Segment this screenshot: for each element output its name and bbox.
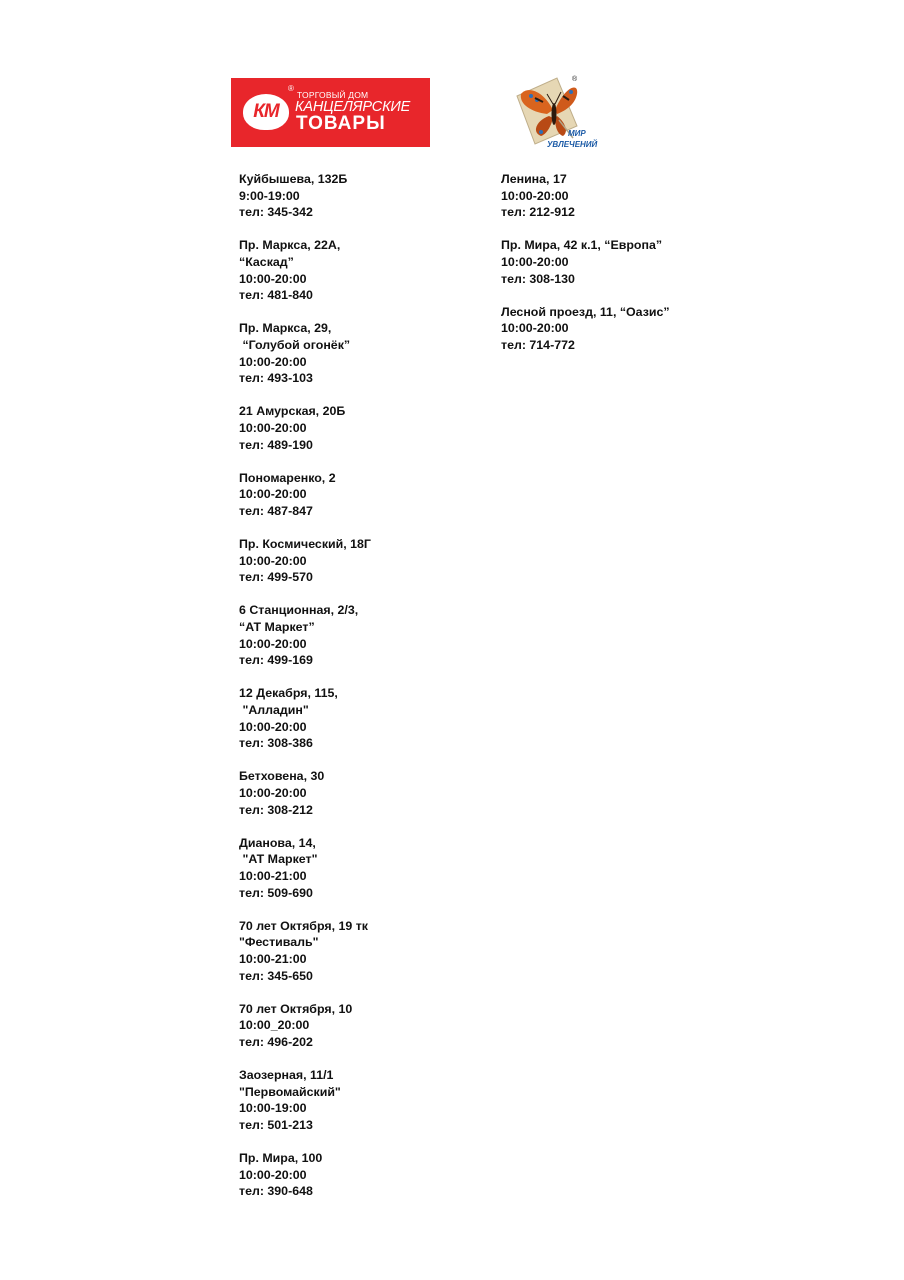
store-entry <box>239 171 469 221</box>
logo-line-1: МИР <box>568 129 586 138</box>
store-detail-line: тел: 390-648 <box>239 1184 313 1199</box>
store-address: Лесной проезд, 11, “Оазис” <box>501 304 670 319</box>
store-detail-line: 10:00-21:00 <box>239 868 307 883</box>
store-address: Пономаренко, 2 <box>239 470 336 485</box>
store-detail-line: тел: 481-840 <box>239 288 313 303</box>
store-list-right <box>501 171 721 370</box>
store-detail-line: 10:00-20:00 <box>239 553 307 568</box>
store-detail-line: "Первомайский" <box>239 1084 341 1099</box>
store-entry <box>239 1067 469 1133</box>
store-address: 6 Станционная, 2/3, <box>239 603 359 618</box>
store-entry <box>239 536 469 586</box>
store-detail-line: 10:00-20:00 <box>501 321 569 336</box>
store-detail-line: 10:00-20:00 <box>239 636 307 651</box>
store-address: Дианова, 14, <box>239 835 316 850</box>
store-detail-line: "Алладин" <box>239 703 309 717</box>
store-detail-line: 10:00-20:00 <box>239 487 307 502</box>
store-detail-line: “Каскад” <box>239 254 294 269</box>
store-detail-line: “АТ Маркет” <box>239 620 315 635</box>
store-detail-line: 10:00-20:00 <box>239 354 307 369</box>
store-address: 70 лет Октября, 19 тк <box>239 918 368 933</box>
store-entry <box>239 602 469 668</box>
store-detail-line: тел: 501-213 <box>239 1117 313 1132</box>
store-entry <box>239 237 469 303</box>
store-entry <box>239 768 469 818</box>
store-entry <box>239 403 469 453</box>
store-detail-line: 10:00-21:00 <box>239 951 307 966</box>
store-entry <box>501 237 721 287</box>
store-detail-line: тел: 345-342 <box>239 205 313 220</box>
store-detail-line: тел: 308-212 <box>239 802 313 817</box>
store-detail-line: тел: 496-202 <box>239 1034 313 1049</box>
store-address: Пр. Космический, 18Г <box>239 537 371 552</box>
store-detail-line: тел: 493-103 <box>239 371 313 386</box>
logo-line-2: УВЛЕЧЕНИЙ <box>547 140 598 149</box>
store-detail-line: 10:00-20:00 <box>239 1167 307 1182</box>
registered-mark: ® <box>288 84 294 93</box>
store-address: Ленина, 17 <box>501 172 567 186</box>
kanctovary-logo <box>231 78 430 147</box>
mir-uvlecheniy-logo <box>513 76 605 154</box>
store-entry <box>239 835 469 901</box>
store-entry <box>501 304 721 354</box>
store-detail-line: тел: 345-650 <box>239 968 313 983</box>
store-entry <box>501 171 721 221</box>
store-address: Пр. Маркса, 29, <box>239 321 332 336</box>
store-detail-line: "Фестиваль" <box>239 935 319 950</box>
store-address: Пр. Маркса, 22А, <box>239 238 341 253</box>
store-detail-line: 10:00-20:00 <box>501 254 569 269</box>
store-detail-line: 10:00-20:00 <box>239 785 307 800</box>
store-detail-line: 10:00-20:00 <box>239 420 307 435</box>
store-entry <box>239 470 469 520</box>
logo-line-1: ТОРГОВЫЙ ДОМ <box>297 90 369 100</box>
store-detail-line: “Голубой огонёк” <box>239 337 351 352</box>
store-detail-line: тел: 308-130 <box>501 271 575 286</box>
store-address: Пр. Мира, 42 к.1, “Европа” <box>501 238 663 253</box>
store-detail-line: тел: 714-772 <box>501 337 575 352</box>
store-detail-line: тел: 489-190 <box>239 437 313 452</box>
store-entry <box>239 1001 469 1051</box>
store-address: Куйбышева, 132Б <box>239 172 348 186</box>
store-address: 12 Декабря, 115, <box>239 686 338 701</box>
store-detail-line: 10:00-20:00 <box>501 188 569 203</box>
store-detail-line: 10:00-20:00 <box>239 719 307 734</box>
store-detail-line: тел: 509-690 <box>239 885 313 900</box>
store-detail-line: "АТ Маркет" <box>239 852 318 867</box>
store-detail-line: тел: 499-570 <box>239 570 313 585</box>
store-address: Бетховена, 30 <box>239 769 325 784</box>
logo-line-2: КАНЦЕЛЯРСКИЕ <box>295 99 411 115</box>
store-entry <box>239 320 469 386</box>
store-entry <box>239 685 469 751</box>
store-detail-line: 10:00-20:00 <box>239 271 307 286</box>
store-detail-line: 10:00-19:00 <box>239 1101 307 1116</box>
store-address: Пр. Мира, 100 <box>239 1151 323 1166</box>
registered-mark: ® <box>572 76 578 83</box>
store-address: Заозерная, 11/1 <box>239 1068 334 1083</box>
store-entry <box>239 1150 469 1200</box>
store-detail-line: 9:00-19:00 <box>239 188 300 203</box>
logo-line-3: ТОВАРЫ <box>296 113 386 134</box>
store-address: 21 Амурская, 20Б <box>239 404 346 419</box>
km-monogram-icon: КМ <box>243 94 289 130</box>
store-list-left <box>239 171 469 1216</box>
store-detail-line: тел: 308-386 <box>239 736 313 751</box>
store-detail-line: тел: 212-912 <box>501 205 575 220</box>
store-entry <box>239 918 469 984</box>
store-detail-line: 10:00_20:00 <box>239 1018 310 1033</box>
store-detail-line: тел: 499-169 <box>239 653 313 668</box>
store-address: 70 лет Октября, 10 <box>239 1001 353 1016</box>
store-detail-line: тел: 487-847 <box>239 503 313 518</box>
